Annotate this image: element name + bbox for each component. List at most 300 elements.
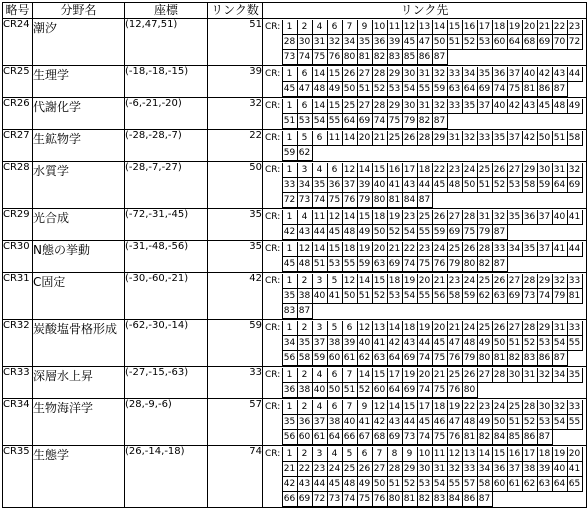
link-target-cell: 50 [492,415,507,430]
link-target-cell: 28 [522,321,537,336]
link-target-cell: 76 [432,257,447,272]
link-target-cell: 49 [357,477,372,492]
link-target-cell: 12 [447,447,462,462]
link-target-cell: 12 [372,400,387,415]
link-target-cell: 14 [357,368,372,383]
link-target-cell: 1 [282,131,297,146]
link-target-cell: 27 [507,321,522,336]
row-field-name: 生物海洋学 [33,399,125,446]
link-target-cell: 47 [447,336,462,351]
link-target-cell: 82 [477,257,492,272]
link-target-cell: 15 [357,210,372,225]
row-coordinate: (-28,-28,-7) [125,130,208,162]
link-target-cell: 41 [567,462,582,477]
link-target-cell: 44 [417,336,432,351]
link-target-cell: 29 [537,274,552,289]
link-target-cell: 37 [507,131,522,146]
category-link-table [2,2,587,508]
link-target-cell: 80 [342,50,357,65]
empty-cell [387,304,402,319]
link-target-cell: 26 [492,163,507,178]
link-target-cell: 76 [447,430,462,445]
link-target-cell: 35 [462,99,477,114]
link-target-cell: 24 [462,274,477,289]
link-target-cell: 25 [387,131,402,146]
link-target-cell: 26 [342,67,357,82]
empty-cell [507,193,522,208]
link-target-cell: 32 [492,210,507,225]
link-target-cell: 5 [342,447,357,462]
link-target-cell: 18 [537,447,552,462]
link-target-cell: 37 [312,336,327,351]
link-target-cell: 54 [312,114,327,129]
row-link-count: 51 [208,19,263,66]
link-target-cell: 53 [327,257,342,272]
row-link-count: 50 [208,162,263,209]
row-field-name: C固定 [33,273,125,320]
row-link-targets [263,399,587,446]
link-target-cell: 26 [462,242,477,257]
link-target-cell: 69 [507,289,522,304]
link-target-cell: 51 [357,289,372,304]
link-target-cell: 48 [447,178,462,193]
link-target-cell: 18 [342,242,357,257]
link-prefix: CR: [265,133,281,143]
link-target-cell: 87 [297,304,312,319]
row-abbr: CR33 [3,367,33,399]
link-target-cell: 61 [312,430,327,445]
link-target-cell: 50 [432,35,447,50]
link-target-cell: 14 [312,67,327,82]
link-target-cell: 27 [357,67,372,82]
link-grid [263,67,583,97]
link-target-cell: 1 [282,163,297,178]
row-coordinate: (-18,-18,-15) [125,66,208,98]
empty-cell [492,383,507,398]
link-target-cell: 40 [312,289,327,304]
link-target-cell: 14 [342,210,357,225]
link-target-cell: 87 [417,193,432,208]
empty-cell [447,193,462,208]
link-target-cell: 48 [342,477,357,492]
empty-cell [417,146,432,161]
empty-cell [492,114,507,129]
link-target-cell: 3 [312,321,327,336]
row-field-name: 炭酸塩骨格形成 [33,320,125,367]
row-link-targets [263,446,587,508]
row-link-count: 22 [208,130,263,162]
link-target-cell: 18 [387,274,402,289]
link-target-cell: 79 [462,351,477,366]
link-target-cell: 45 [282,82,297,97]
link-prefix-spacer [263,114,282,129]
link-target-cell: 20 [522,20,537,35]
link-target-cell: 32 [552,400,567,415]
empty-cell [552,304,567,319]
row-abbr: CR34 [3,399,33,446]
link-target-cell: 3 [312,274,327,289]
link-target-cell: 14 [312,99,327,114]
link-target-cell: 9 [357,20,372,35]
link-target-cell: 43 [297,477,312,492]
link-target-cell: 55 [417,225,432,240]
row-coordinate: (-27,-15,-63) [125,367,208,399]
link-target-cell: 81 [462,430,477,445]
link-target-cell: 16 [462,20,477,35]
link-target-cell: 21 [432,368,447,383]
link-grid [263,400,583,445]
link-target-cell: 28 [387,462,402,477]
empty-cell [492,50,507,65]
link-target-cell: 36 [492,462,507,477]
link-target-cell: 75 [432,383,447,398]
link-target-cell: 1 [282,321,297,336]
link-target-cell: 25 [447,368,462,383]
link-target-cell: 17 [522,447,537,462]
link-target-cell: 24 [462,163,477,178]
link-target-cell: 26 [492,274,507,289]
link-target-cell: 51 [507,415,522,430]
link-target-cell: 7 [372,447,387,462]
row-field-name: 光合成 [33,209,125,241]
link-target-cell: 28 [462,210,477,225]
link-prefix-spacer [263,193,282,208]
link-target-cell: 25 [342,99,357,114]
link-target-cell: 6 [342,321,357,336]
link-prefix: CR: [265,449,281,459]
link-target-cell: 28 [492,368,507,383]
link-target-cell: 29 [522,163,537,178]
link-target-cell: 56 [432,289,447,304]
link-target-cell: 42 [282,225,297,240]
link-target-cell: 21 [387,242,402,257]
empty-cell [477,50,492,65]
link-target-cell: 26 [492,321,507,336]
link-target-cell: 15 [327,67,342,82]
empty-cell [552,50,567,65]
row-link-targets [263,19,587,66]
link-target-cell: 23 [417,242,432,257]
link-target-cell: 49 [477,415,492,430]
link-target-cell: 69 [447,225,462,240]
empty-cell [432,146,447,161]
link-target-cell: 2 [297,447,312,462]
link-target-cell: 18 [417,163,432,178]
row-link-count: 59 [208,320,263,367]
empty-cell [552,225,567,240]
link-target-cell: 72 [282,193,297,208]
link-target-cell: 73 [327,492,342,507]
link-target-cell: 45 [432,336,447,351]
link-prefix-spacer [263,430,282,445]
link-grid [263,447,583,507]
link-target-cell: 20 [357,131,372,146]
link-target-cell: 14 [432,20,447,35]
link-target-cell: 1 [282,400,297,415]
link-target-cell: 87 [492,257,507,272]
link-target-cell: 31 [477,210,492,225]
link-target-cell: 59 [432,225,447,240]
link-target-cell: 69 [402,383,417,398]
link-target-cell: 21 [432,274,447,289]
link-prefix-spacer [263,35,282,50]
link-target-cell: 41 [552,242,567,257]
link-target-cell: 27 [507,274,522,289]
link-target-cell: 50 [492,336,507,351]
link-target-cell: 2 [297,274,312,289]
link-target-cell: 52 [492,178,507,193]
link-target-cell: 33 [567,321,582,336]
link-target-cell: 26 [402,131,417,146]
link-target-cell: 42 [522,131,537,146]
link-target-cell: 27 [477,368,492,383]
link-target-cell: 23 [312,462,327,477]
empty-cell [567,114,582,129]
link-target-cell: 10 [417,447,432,462]
link-target-cell: 15 [372,274,387,289]
link-target-cell: 25 [507,400,522,415]
row-link-targets [263,162,587,209]
table-body [3,19,587,508]
row-coordinate: (-28,-7,-27) [125,162,208,209]
link-target-cell: 37 [537,210,552,225]
row-abbr: CR29 [3,209,33,241]
link-target-cell: 7 [342,400,357,415]
link-target-cell: 85 [402,50,417,65]
link-target-cell: 35 [507,210,522,225]
link-target-cell: 87 [477,492,492,507]
row-field-name: 生鉱物学 [33,130,125,162]
link-target-cell: 81 [522,82,537,97]
link-prefix-spacer [263,50,282,65]
link-target-cell: 36 [492,67,507,82]
link-prefix-spacer [263,289,282,304]
link-target-cell: 6 [297,99,312,114]
empty-cell [492,193,507,208]
link-target-cell: 48 [342,225,357,240]
link-target-cell: 4 [312,20,327,35]
link-target-cell: 74 [312,193,327,208]
link-target-cell: 43 [522,99,537,114]
link-target-cell: 63 [492,289,507,304]
link-target-cell: 28 [477,242,492,257]
empty-cell [537,257,552,272]
link-target-cell: 3 [312,447,327,462]
link-target-cell: 61 [507,477,522,492]
table-row [3,446,587,508]
link-target-cell: 56 [282,351,297,366]
empty-cell [312,304,327,319]
link-target-cell: 31 [432,462,447,477]
link-target-cell: 66 [342,430,357,445]
link-target-cell: 13 [417,20,432,35]
link-target-cell: 50 [372,225,387,240]
empty-cell [552,193,567,208]
empty-cell [327,304,342,319]
empty-cell [357,304,372,319]
link-target-cell: 86 [537,82,552,97]
link-target-cell: 53 [387,82,402,97]
row-link-targets [263,209,587,241]
link-target-cell: 69 [567,178,582,193]
empty-cell [462,146,477,161]
link-target-cell: 68 [522,35,537,50]
link-target-cell: 23 [447,163,462,178]
row-link-count: 32 [208,98,263,130]
link-target-cell: 42 [372,415,387,430]
link-target-cell: 11 [387,20,402,35]
link-target-cell: 1 [282,210,297,225]
link-target-cell: 65 [567,477,582,492]
link-target-cell: 6 [327,163,342,178]
link-target-cell: 64 [507,35,522,50]
empty-cell [462,114,477,129]
link-target-cell: 18 [492,20,507,35]
link-prefix: CR: [265,101,281,111]
link-target-cell: 45 [432,178,447,193]
empty-cell [567,193,582,208]
empty-cell [447,304,462,319]
link-target-cell: 2 [297,321,312,336]
link-target-cell: 45 [327,477,342,492]
link-target-cell: 50 [372,477,387,492]
link-target-cell: 4 [312,368,327,383]
link-target-cell: 22 [462,400,477,415]
link-target-cell: 55 [327,114,342,129]
empty-cell [522,114,537,129]
link-prefix: CR: [265,323,281,333]
link-target-cell: 62 [357,351,372,366]
link-target-cell: 82 [417,492,432,507]
link-target-cell: 14 [387,400,402,415]
link-prefix: CR: [265,165,281,175]
empty-cell [567,430,582,445]
link-target-cell: 60 [492,477,507,492]
link-target-cell: 69 [402,351,417,366]
link-target-cell: 19 [402,368,417,383]
empty-cell [537,50,552,65]
link-target-cell: 43 [552,67,567,82]
link-target-cell: 14 [342,131,357,146]
row-link-count: 42 [208,273,263,320]
link-target-cell: 37 [312,415,327,430]
link-target-cell: 75 [462,225,477,240]
link-target-cell: 52 [522,415,537,430]
link-target-cell: 32 [462,131,477,146]
link-target-cell: 1 [282,274,297,289]
link-target-cell: 23 [567,20,582,35]
table-row [3,130,587,162]
empty-cell [402,304,417,319]
table-row [3,162,587,209]
link-target-cell: 74 [297,50,312,65]
link-target-cell: 83 [522,351,537,366]
link-target-cell: 30 [537,400,552,415]
row-abbr: CR27 [3,130,33,162]
row-field-name: 水質学 [33,162,125,209]
link-target-cell: 1 [282,99,297,114]
link-target-cell: 15 [447,20,462,35]
link-target-cell: 49 [357,225,372,240]
link-target-cell: 34 [297,178,312,193]
link-target-cell: 19 [357,242,372,257]
link-target-cell: 5 [297,131,312,146]
empty-cell [507,114,522,129]
link-target-cell: 7 [342,20,357,35]
link-target-cell: 59 [282,146,297,161]
link-grid [263,20,583,65]
link-target-cell: 74 [417,383,432,398]
empty-cell [552,146,567,161]
link-target-cell: 31 [447,131,462,146]
header-abbr: 略号 [3,3,33,19]
link-target-cell: 55 [342,257,357,272]
empty-cell [567,257,582,272]
link-target-cell: 75 [417,257,432,272]
link-grid [263,321,583,366]
link-target-cell: 13 [372,321,387,336]
row-abbr: CR30 [3,241,33,273]
link-target-cell: 50 [537,131,552,146]
link-target-cell: 69 [387,430,402,445]
link-target-cell: 42 [507,99,522,114]
link-target-cell: 54 [402,289,417,304]
link-target-cell: 35 [282,289,297,304]
link-target-cell: 51 [552,131,567,146]
empty-cell [432,193,447,208]
link-target-cell: 35 [297,336,312,351]
link-target-cell: 13 [462,447,477,462]
link-target-cell: 21 [537,20,552,35]
empty-cell [552,430,567,445]
empty-cell [357,146,372,161]
link-target-cell: 56 [282,430,297,445]
link-target-cell: 82 [372,50,387,65]
link-target-cell: 66 [282,492,297,507]
link-target-cell: 35 [522,242,537,257]
link-target-cell: 75 [327,193,342,208]
link-target-cell: 36 [372,35,387,50]
link-prefix-spacer [263,82,282,97]
link-target-cell: 19 [552,447,567,462]
link-target-cell: 22 [297,462,312,477]
link-target-cell: 36 [297,415,312,430]
link-target-cell: 17 [402,163,417,178]
link-target-cell: 80 [372,193,387,208]
link-target-cell: 38 [522,462,537,477]
link-target-cell: 4 [297,210,312,225]
empty-cell [507,304,522,319]
row-link-targets [263,130,587,162]
link-target-cell: 64 [552,477,567,492]
link-target-cell: 12 [327,210,342,225]
row-abbr: CR26 [3,98,33,130]
link-target-cell: 10 [372,20,387,35]
link-target-cell: 17 [387,368,402,383]
link-target-cell: 55 [567,415,582,430]
link-target-cell: 74 [537,289,552,304]
link-target-cell: 33 [477,131,492,146]
link-target-cell: 30 [417,462,432,477]
link-target-cell: 40 [552,462,567,477]
empty-cell [567,492,582,507]
empty-cell [507,492,522,507]
empty-cell [447,146,462,161]
row-field-name: 生理学 [33,66,125,98]
row-coordinate: (-31,-48,-56) [125,241,208,273]
empty-cell [567,146,582,161]
link-target-cell: 52 [522,336,537,351]
